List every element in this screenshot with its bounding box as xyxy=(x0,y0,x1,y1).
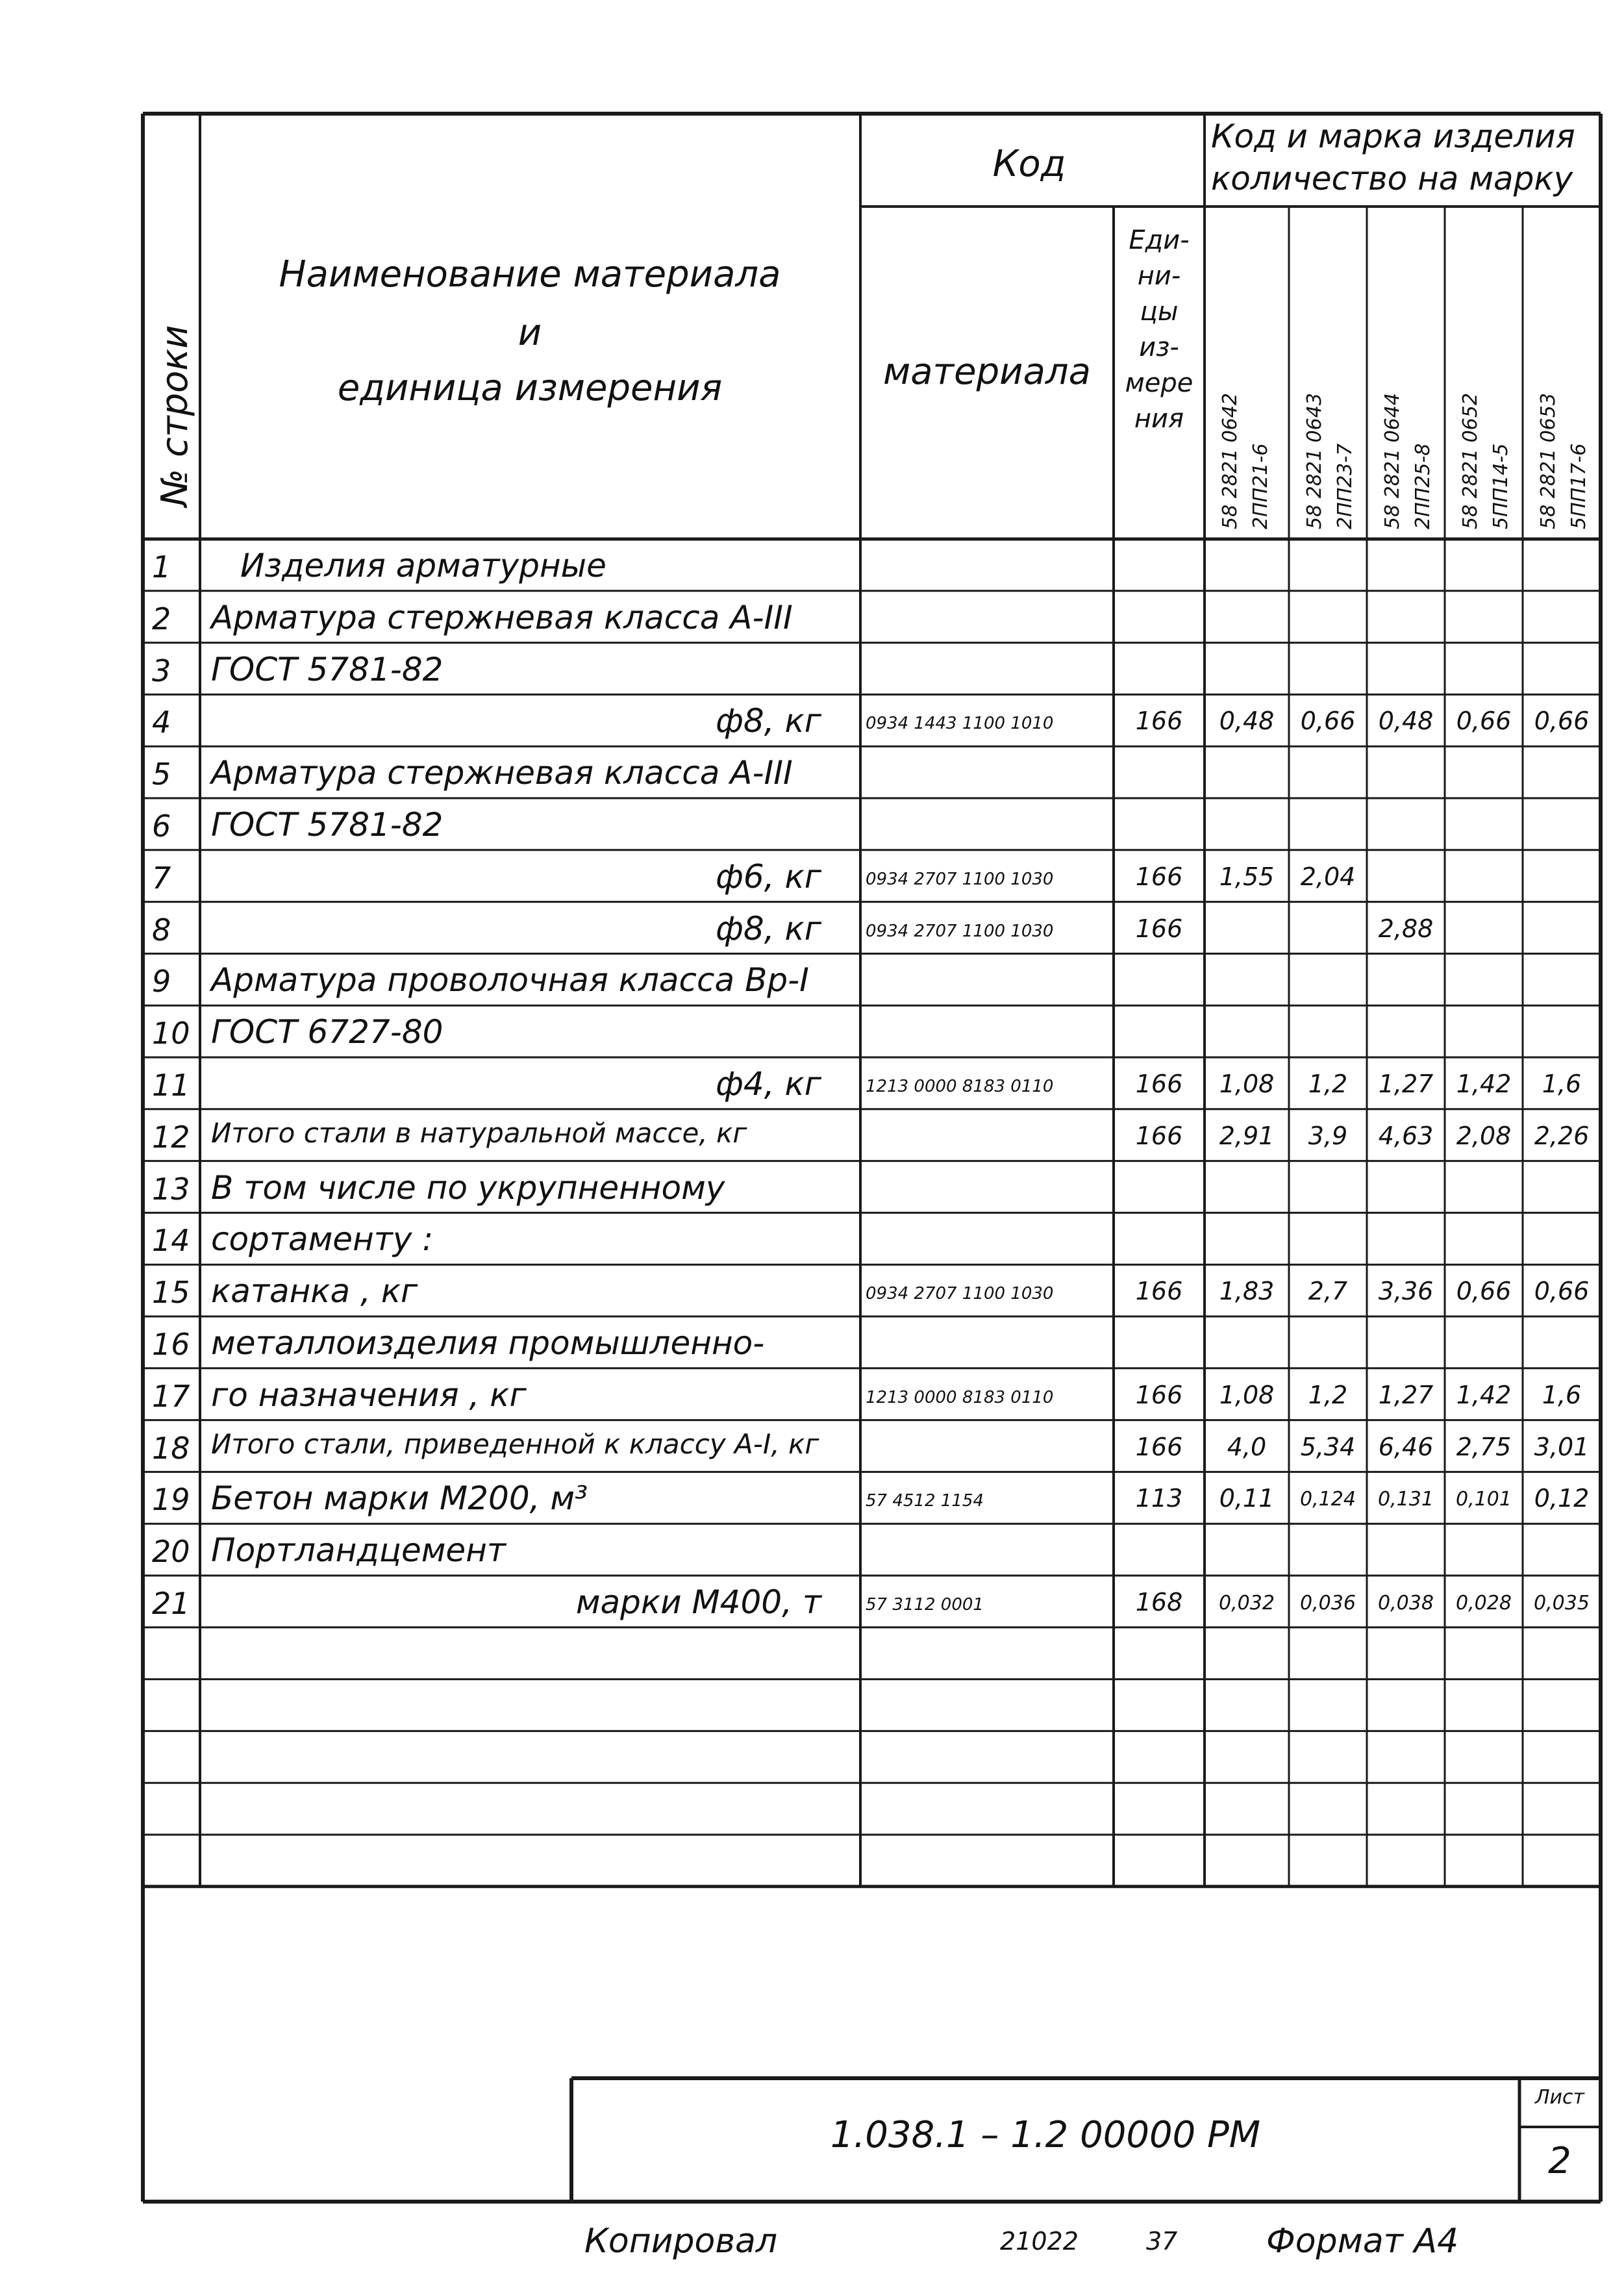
row-name: ф4, кг xyxy=(716,1065,821,1103)
name-header-line1: Наименование материала xyxy=(279,253,781,295)
row-name: го назначения , кг xyxy=(211,1376,527,1414)
row-name: ГОСТ 5781-82 xyxy=(211,650,443,688)
row-number: 14 xyxy=(152,1223,190,1259)
row-name: Арматура стержневая класса А-III xyxy=(211,598,793,636)
product-mark: 5ПП17-6 xyxy=(1568,443,1590,529)
unit-header-line: ния xyxy=(1134,404,1184,434)
product-code: 58 2821 0652 xyxy=(1459,393,1482,529)
footer-number: 37 xyxy=(1146,2227,1178,2256)
row-value: 0,66 xyxy=(1534,1277,1590,1306)
row-number: 7 xyxy=(152,860,171,896)
row-number: 6 xyxy=(152,809,171,844)
row-value: 5,34 xyxy=(1300,1432,1356,1461)
row-value: 1,2 xyxy=(1308,1070,1348,1098)
unit-header-line: Еди- xyxy=(1129,225,1190,255)
code-header: Код xyxy=(992,143,1066,185)
row-number: 9 xyxy=(152,964,171,999)
row-value: 0,032 xyxy=(1219,1592,1275,1615)
row-name: Итого стали, приведенной к классу А-I, кг xyxy=(211,1427,819,1460)
row-value: 4,63 xyxy=(1378,1121,1434,1150)
row-unit-code: 168 xyxy=(1135,1588,1183,1616)
row-name: Изделия арматурные xyxy=(240,547,606,585)
row-material-code: 1213 0000 8183 0110 xyxy=(866,1387,1054,1407)
row-value: 4,0 xyxy=(1227,1432,1267,1461)
row-name: катанка , кг xyxy=(211,1272,418,1311)
row-name: марки М400, т xyxy=(575,1583,821,1621)
row-number: 15 xyxy=(152,1275,190,1311)
row-unit-code: 166 xyxy=(1135,1380,1183,1409)
unit-header-line: цы xyxy=(1140,297,1179,327)
row-value: 6,46 xyxy=(1378,1432,1434,1461)
row-value: 2,26 xyxy=(1534,1121,1590,1150)
row-unit-code: 166 xyxy=(1135,1432,1183,1461)
row-unit-code: 113 xyxy=(1135,1484,1183,1513)
row-name: В том числе по укрупненному xyxy=(211,1168,725,1207)
row-name: ф8, кг xyxy=(716,909,821,948)
row-value: 0,66 xyxy=(1456,1277,1512,1306)
row-value: 3,9 xyxy=(1308,1121,1348,1150)
row-unit-code: 166 xyxy=(1135,1277,1183,1306)
row-unit-code: 166 xyxy=(1135,1121,1183,1150)
row-number: 11 xyxy=(152,1068,190,1103)
row-value: 2,08 xyxy=(1456,1121,1512,1150)
order-number: 21022 xyxy=(1000,2227,1079,2256)
row-number: 4 xyxy=(152,705,171,740)
document-designation: 1.038.1 – 1.2 00000 РМ xyxy=(830,2114,1261,2156)
code-material-header: материала xyxy=(882,351,1092,393)
row-number: 18 xyxy=(152,1430,190,1466)
row-value: 1,08 xyxy=(1219,1070,1275,1098)
row-number: 21 xyxy=(152,1586,190,1621)
name-header-line2: и xyxy=(518,312,542,354)
row-value: 0,036 xyxy=(1300,1592,1356,1615)
name-header-line3: единица измерения xyxy=(337,367,723,409)
row-value: 0,48 xyxy=(1219,707,1275,736)
row-value: 0,038 xyxy=(1378,1592,1434,1615)
row-value: 2,91 xyxy=(1219,1121,1275,1150)
row-name: ГОСТ 5781-82 xyxy=(211,806,443,844)
row-value: 1,6 xyxy=(1542,1380,1582,1409)
row-value: 1,42 xyxy=(1456,1380,1512,1409)
row-number: 12 xyxy=(152,1119,190,1155)
sheet-number: 2 xyxy=(1548,2140,1571,2182)
row-value: 0,124 xyxy=(1300,1488,1356,1511)
row-number: 2 xyxy=(152,601,171,636)
row-number: 3 xyxy=(152,653,171,688)
row-number: 10 xyxy=(152,1016,190,1051)
unit-header-line: из- xyxy=(1139,333,1179,362)
row-value: 0,66 xyxy=(1534,707,1590,736)
row-name: Итого стали в натуральной массе, кг xyxy=(211,1116,747,1149)
product-mark: 5ПП14-5 xyxy=(1490,443,1512,529)
row-value: 0,11 xyxy=(1219,1484,1275,1513)
row-name: ГОСТ 6727-80 xyxy=(211,1013,443,1051)
unit-header-line: мере xyxy=(1125,368,1193,398)
row-value: 0,028 xyxy=(1456,1592,1512,1615)
row-name: металлоизделия промышленно- xyxy=(211,1324,765,1362)
row-value: 0,035 xyxy=(1534,1592,1590,1615)
row-value: 1,55 xyxy=(1219,862,1275,891)
row-value: 1,2 xyxy=(1308,1380,1348,1409)
row-value: 1,6 xyxy=(1542,1070,1582,1098)
row-value: 1,27 xyxy=(1378,1070,1434,1098)
row-number: 20 xyxy=(152,1534,190,1570)
row-value: 1,83 xyxy=(1219,1277,1275,1306)
row-number: 16 xyxy=(152,1327,190,1362)
row-value: 0,66 xyxy=(1456,707,1512,736)
row-number: 8 xyxy=(152,912,171,948)
row-material-code: 1213 0000 8183 0110 xyxy=(866,1077,1054,1096)
product-mark: 2ПП25-8 xyxy=(1412,443,1434,529)
row-value: 0,12 xyxy=(1534,1484,1590,1513)
row-unit-code: 166 xyxy=(1135,707,1183,736)
row-unit-code: 166 xyxy=(1135,862,1183,891)
row-material-code: 0934 2707 1100 1030 xyxy=(866,1284,1054,1304)
row-material-code: 57 3112 0001 xyxy=(866,1595,984,1615)
row-value: 1,27 xyxy=(1378,1380,1434,1409)
row-unit-code: 166 xyxy=(1135,914,1183,943)
row-name: Арматура стержневая класса А-III xyxy=(211,754,793,792)
row-name: Бетон марки М200, м³ xyxy=(211,1479,588,1518)
unit-header-line: ни- xyxy=(1137,261,1181,291)
row-name: ф8, кг xyxy=(716,702,821,740)
row-number: 1 xyxy=(152,549,171,585)
row-name: Портландцемент xyxy=(211,1531,506,1570)
row-number: 13 xyxy=(152,1171,190,1207)
row-value: 0,131 xyxy=(1378,1488,1434,1511)
row-value: 1,08 xyxy=(1219,1380,1275,1409)
sheet-label: Лист xyxy=(1534,2086,1585,2109)
product-code: 58 2821 0642 xyxy=(1219,393,1242,529)
product-mark: 2ПП21-6 xyxy=(1249,443,1272,529)
row-name: Арматура проволочная класса Вр-I xyxy=(211,961,809,999)
row-material-code: 0934 2707 1100 1030 xyxy=(866,921,1054,941)
row-name: сортаменту : xyxy=(211,1220,434,1259)
product-title-line1: Код и марка изделия xyxy=(1211,118,1575,155)
copied-by-label: Копировал xyxy=(584,2222,778,2261)
row-number: 19 xyxy=(152,1482,190,1518)
row-value: 1,42 xyxy=(1456,1070,1512,1098)
product-title-line2: количество на марку xyxy=(1211,160,1573,197)
row-value: 0,101 xyxy=(1456,1488,1512,1511)
row-value: 0,66 xyxy=(1300,707,1356,736)
row-material-code: 57 4512 1154 xyxy=(866,1491,984,1511)
row-value: 2,04 xyxy=(1300,862,1356,891)
row-number: 5 xyxy=(152,757,171,792)
row-value: 2,7 xyxy=(1308,1277,1348,1306)
row-material-code: 0934 2707 1100 1030 xyxy=(866,869,1054,889)
product-mark: 2ПП23-7 xyxy=(1334,443,1356,529)
row-unit-code: 166 xyxy=(1135,1070,1183,1098)
row-value: 2,75 xyxy=(1456,1432,1512,1461)
row-number-header: № строки xyxy=(154,325,196,507)
row-material-code: 0934 1443 1100 1010 xyxy=(866,714,1054,734)
product-code: 58 2821 0643 xyxy=(1303,393,1326,529)
product-code: 58 2821 0653 xyxy=(1537,393,1560,529)
row-name: ф6, кг xyxy=(716,857,821,896)
row-value: 0,48 xyxy=(1378,707,1434,736)
row-value: 3,01 xyxy=(1534,1432,1590,1461)
row-value: 2,88 xyxy=(1378,914,1434,943)
row-value: 3,36 xyxy=(1378,1277,1434,1306)
format-label: Формат А4 xyxy=(1266,2222,1459,2261)
row-number: 17 xyxy=(152,1378,190,1414)
product-code: 58 2821 0644 xyxy=(1381,393,1404,529)
